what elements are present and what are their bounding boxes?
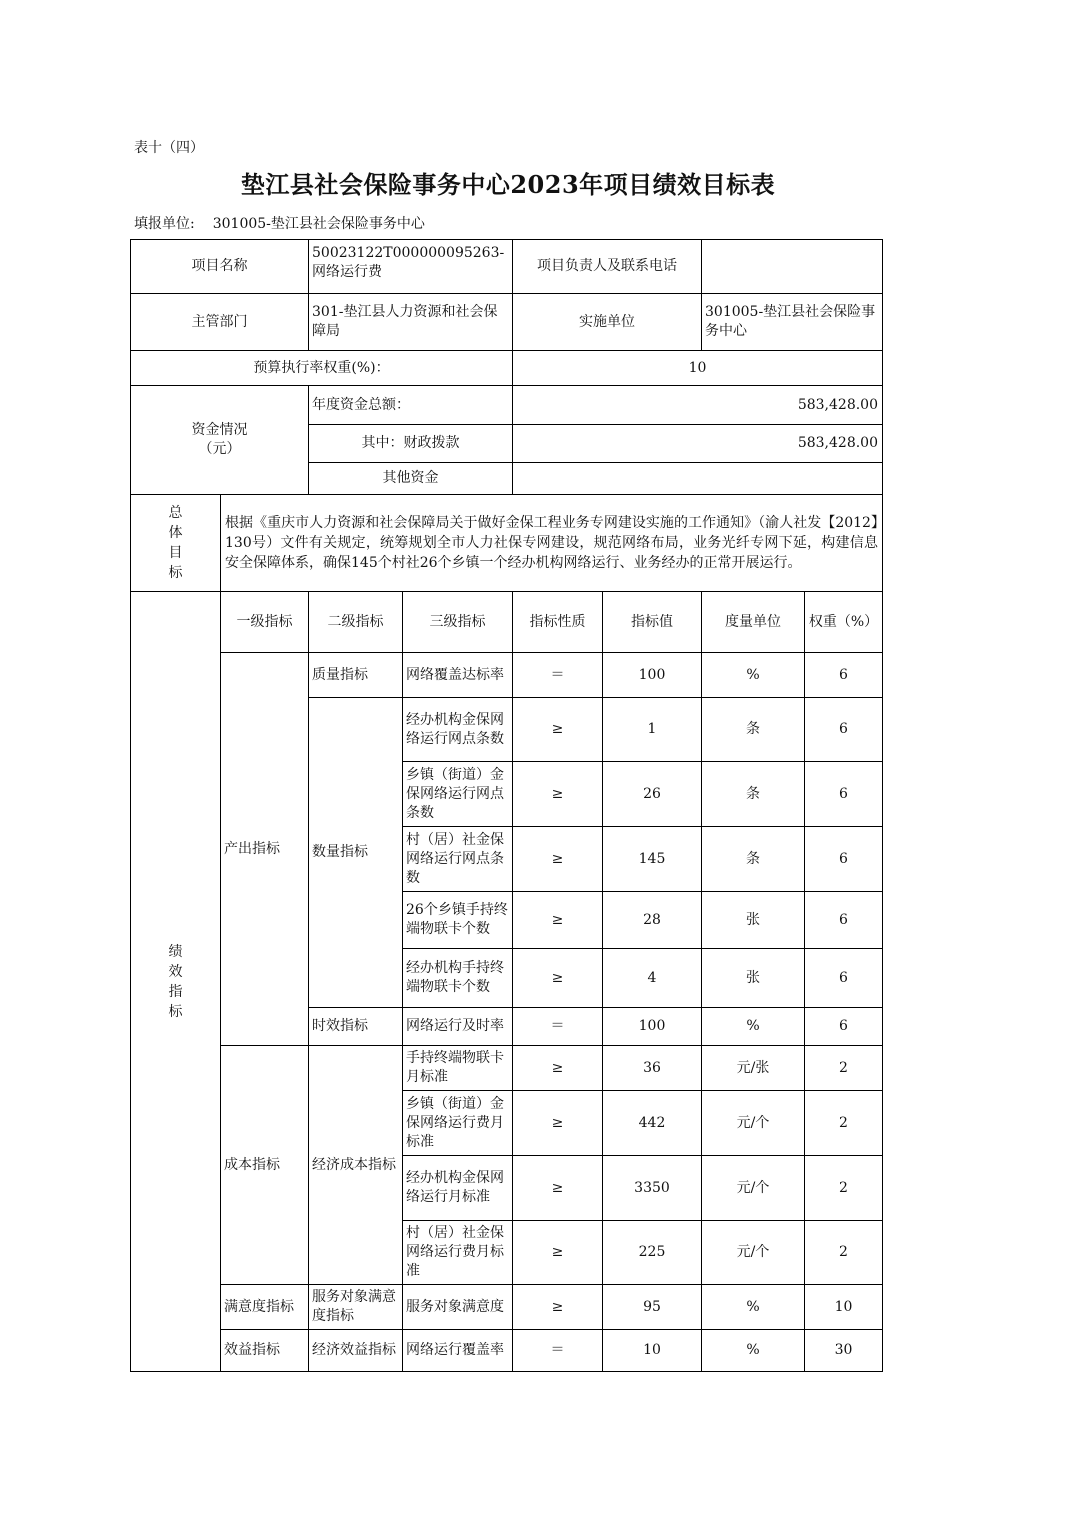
indicator-unit: 元/个 <box>702 1221 805 1285</box>
contact-value <box>702 240 883 294</box>
project-name-label: 项目名称 <box>131 240 309 294</box>
budget-weight-row <box>131 351 883 386</box>
overall-goal-label-char: 总 <box>168 505 183 521</box>
table-number: 表十（四） <box>134 140 204 156</box>
table-row <box>131 653 883 698</box>
indicator-name: 网络运行及时率 <box>403 1008 513 1046</box>
indicator-weight: 6 <box>805 698 883 762</box>
indicator-value: 26 <box>603 762 702 827</box>
performance-label-char: 效 <box>168 963 183 980</box>
indicator-weight: 10 <box>805 1285 883 1330</box>
indicator-weight: 2 <box>805 1046 883 1091</box>
indicator-weight: 2 <box>805 1091 883 1156</box>
funds-total-value: 583,428.00 <box>513 386 883 425</box>
budget-weight-value: 10 <box>513 351 883 386</box>
table-row <box>131 1285 883 1330</box>
indicator-unit: % <box>702 653 805 698</box>
table-row <box>131 1046 883 1091</box>
indicator-nature: ≥ <box>513 698 603 762</box>
indicator-weight: 30 <box>805 1330 883 1372</box>
indicator-nature: ≥ <box>513 1091 603 1156</box>
indicator-name: 村（居）社金保网络运行费月标准 <box>403 1221 513 1285</box>
indicator-nature: ≥ <box>513 949 603 1008</box>
group-economic-cost: 经济成本指标 <box>309 1046 403 1285</box>
group-economic-benefit: 经济效益指标 <box>309 1330 403 1372</box>
header-unit: 度量单位 <box>702 592 805 653</box>
indicator-value: 10 <box>603 1330 702 1372</box>
indicator-weight: 6 <box>805 949 883 1008</box>
indicator-name: 手持终端物联卡月标准 <box>403 1046 513 1091</box>
header-weight: 权重（%） <box>805 592 883 653</box>
funds-total-row <box>131 386 883 425</box>
indicator-nature: ＝ <box>513 653 603 698</box>
funds-label-line2: （元） <box>198 441 241 457</box>
indicator-unit: % <box>702 1285 805 1330</box>
indicator-weight: 6 <box>805 1008 883 1046</box>
indicator-unit: 元/个 <box>702 1156 805 1221</box>
funds-fiscal-value: 583,428.00 <box>513 425 883 463</box>
indicator-weight: 2 <box>805 1156 883 1221</box>
performance-label-char: 标 <box>168 1003 183 1020</box>
indicator-nature: ≥ <box>513 1221 603 1285</box>
indicator-name: 网络覆盖达标率 <box>403 653 513 698</box>
indicator-value: 1 <box>603 698 702 762</box>
implementing-unit-value: 301005-垫江县社会保险事务中心 <box>702 294 883 351</box>
funds-total-label: 年度资金总额： <box>309 386 513 425</box>
indicator-nature: ≥ <box>513 1156 603 1221</box>
department-label: 主管部门 <box>131 294 309 351</box>
indicator-value: 225 <box>603 1221 702 1285</box>
indicator-nature: ＝ <box>513 1330 603 1372</box>
funds-fiscal-label: 其中：财政拨款 <box>309 425 513 463</box>
indicator-value: 100 <box>603 653 702 698</box>
document-title: 垫江县社会保险事务中心2023年项目绩效目标表 <box>240 170 776 199</box>
overall-goal-row <box>131 495 883 592</box>
funds-label <box>131 386 309 495</box>
indicator-weight: 6 <box>805 762 883 827</box>
filler-unit <box>134 213 425 233</box>
performance-goal-table <box>130 239 883 1372</box>
department-value: 301-垫江县人力资源和社会保障局 <box>309 294 513 351</box>
indicator-unit: 条 <box>702 827 805 892</box>
performance-label-char: 指 <box>168 983 183 1000</box>
indicator-weight: 6 <box>805 653 883 698</box>
group-satisfaction: 满意度指标 <box>221 1285 309 1330</box>
overall-goal-label-char: 目 <box>168 545 183 561</box>
indicator-name: 村（居）社金保网络运行网点条数 <box>403 827 513 892</box>
funds-other-label: 其他资金 <box>309 463 513 495</box>
group-quantity: 数量指标 <box>309 698 403 1008</box>
group-cost: 成本指标 <box>221 1046 309 1285</box>
department-row <box>131 294 883 351</box>
indicator-unit: % <box>702 1330 805 1372</box>
header-level3: 三级指标 <box>403 592 513 653</box>
group-timeliness: 时效指标 <box>309 1008 403 1046</box>
indicator-name: 经办机构金保网络运行月标准 <box>403 1156 513 1221</box>
indicator-name: 服务对象满意度 <box>403 1285 513 1330</box>
funds-label-line1: 资金情况 <box>191 422 248 438</box>
indicator-unit: % <box>702 1008 805 1046</box>
indicator-name: 乡镇（街道）金保网络运行网点条数 <box>403 762 513 827</box>
header-level1: 一级指标 <box>221 592 309 653</box>
indicator-value: 442 <box>603 1091 702 1156</box>
indicator-value: 100 <box>603 1008 702 1046</box>
group-benefit: 效益指标 <box>221 1330 309 1372</box>
indicator-unit: 条 <box>702 762 805 827</box>
overall-goal-label-char: 体 <box>168 525 183 541</box>
indicator-unit: 条 <box>702 698 805 762</box>
indicator-nature: ≥ <box>513 827 603 892</box>
indicator-value: 36 <box>603 1046 702 1091</box>
indicator-name: 26个乡镇手持终端物联卡个数 <box>403 892 513 949</box>
indicator-unit: 张 <box>702 949 805 1008</box>
contact-label: 项目负责人及联系电话 <box>513 240 702 294</box>
performance-label-char: 绩 <box>168 943 183 960</box>
indicator-name: 经办机构金保网络运行网点条数 <box>403 698 513 762</box>
group-output: 产出指标 <box>221 653 309 1046</box>
group-service-satisfaction: 服务对象满意度指标 <box>309 1285 403 1330</box>
indicator-weight: 2 <box>805 1221 883 1285</box>
group-quality: 质量指标 <box>309 653 403 698</box>
indicator-nature: ≥ <box>513 892 603 949</box>
indicator-value: 4 <box>603 949 702 1008</box>
indicator-weight: 6 <box>805 827 883 892</box>
indicator-nature: ＝ <box>513 1008 603 1046</box>
indicator-name: 乡镇（街道）金保网络运行费月标准 <box>403 1091 513 1156</box>
indicator-nature: ≥ <box>513 762 603 827</box>
indicator-unit: 元/张 <box>702 1046 805 1091</box>
overall-goal-label <box>131 495 221 592</box>
indicator-unit: 元/个 <box>702 1091 805 1156</box>
filler-unit-label: 填报单位: <box>134 216 195 232</box>
indicator-value: 95 <box>603 1285 702 1330</box>
implementing-unit-label: 实施单位 <box>513 294 702 351</box>
project-name-row <box>131 240 883 294</box>
indicator-weight: 6 <box>805 892 883 949</box>
indicator-unit: 张 <box>702 892 805 949</box>
indicator-value: 145 <box>603 827 702 892</box>
header-level2: 二级指标 <box>309 592 403 653</box>
indicator-name: 网络运行覆盖率 <box>403 1330 513 1372</box>
project-name-value: 50023122T000000095263-网络运行费 <box>309 240 513 294</box>
indicator-value: 28 <box>603 892 702 949</box>
indicator-nature: ≥ <box>513 1046 603 1091</box>
filler-unit-value: 301005-垫江县社会保险事务中心 <box>212 216 425 232</box>
overall-goal-text: 根据《重庆市人力资源和社会保障局关于做好金保工程业务专网建设实施的工作通知》（渝人社发【2012】130号）文件有关规定，统筹规划全市人力社保专网建设，规范网络布局，业务光纤专网下延，构建信息安全保障体系，确保145个村社26个乡镇一个经办机构网络运行、业务经办的正常开展运行。 <box>221 495 883 592</box>
budget-weight-label: 预算执行率权重(%)： <box>131 351 513 386</box>
funds-other-value <box>513 463 883 495</box>
indicator-value: 3350 <box>603 1156 702 1221</box>
header-nature: 指标性质 <box>513 592 603 653</box>
indicator-name: 经办机构手持终端物联卡个数 <box>403 949 513 1008</box>
indicator-nature: ≥ <box>513 1285 603 1330</box>
table-row <box>131 1330 883 1372</box>
overall-goal-label-char: 标 <box>168 565 183 581</box>
performance-indicator-label <box>131 592 221 1372</box>
header-value: 指标值 <box>603 592 702 653</box>
indicator-header-row <box>131 592 883 653</box>
